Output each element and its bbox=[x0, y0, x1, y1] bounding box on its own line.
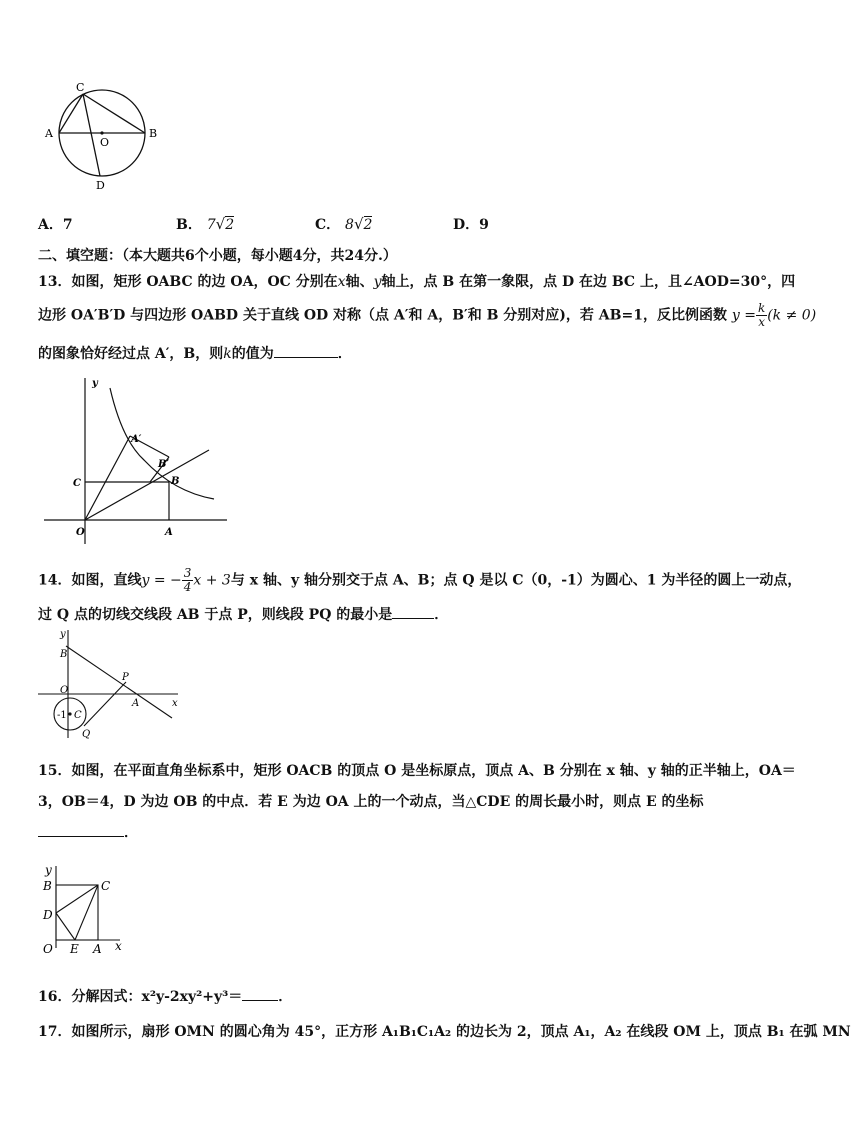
q13-fraction: $\frac{k}{x}$ bbox=[757, 301, 766, 329]
q13-line3: 的图象恰好经过点 A′，B，则k的值为 ． bbox=[38, 346, 352, 362]
q14-label-Q: Q bbox=[82, 729, 91, 740]
q15-line2: 3，OB＝4，D 为边 OB 的中点．若 E 为边 OA 上的一个动点，当△CDE 的周长最小时，则点 E 的坐标 bbox=[38, 794, 704, 810]
q13-label-O: O bbox=[76, 527, 85, 538]
q14-label-B: B bbox=[60, 649, 68, 660]
q15-line3: ． bbox=[38, 822, 138, 842]
q14-fraction: $\frac{3}{4}$ bbox=[183, 566, 192, 594]
q13-label-y: y bbox=[92, 378, 98, 389]
q12-circle-figure bbox=[38, 78, 168, 196]
q13-answer-blank[interactable] bbox=[274, 345, 338, 358]
q14-label-A: A bbox=[132, 698, 140, 709]
q12-option-d: D．9 bbox=[453, 217, 489, 233]
q15-figure bbox=[36, 858, 136, 958]
q12-label-A: A bbox=[45, 127, 53, 140]
q13-label-A: A bbox=[165, 527, 173, 538]
q12-label-C: C bbox=[76, 81, 85, 94]
q13-label-B: B bbox=[171, 476, 180, 487]
q13-line2: 边形 OA′B′D 与四边形 OABD 关于直线 OD 对称（点 A′和 A，B′和 B 分别对应)，若 AB=1，反比例函数 y = $\frac{k}{x}$ (k ≠ 0) bbox=[38, 301, 817, 329]
q14-label-P: P bbox=[122, 672, 129, 683]
q14-answer-blank[interactable] bbox=[392, 606, 434, 619]
q12-label-D: D bbox=[96, 179, 105, 192]
q14-line1: 14．如图，直线y = − $\frac{3}{4}$ x + 3与 x 轴、y 轴分别交于点 A、B；点 Q 是以 C（0，-1）为圆心、1 为半径的圆上一动点， bbox=[38, 566, 802, 594]
q15-label-y: y bbox=[45, 863, 52, 877]
q15-label-B: B bbox=[43, 879, 52, 893]
q15-label-E: E bbox=[70, 942, 79, 956]
q13-label-B-prime: B′ bbox=[158, 459, 170, 470]
q12-option-a: A．7 bbox=[38, 217, 73, 233]
q14-label-minus1: -1 bbox=[57, 710, 67, 721]
q15-label-x: x bbox=[115, 939, 122, 953]
q13-label-A-prime: A′ bbox=[131, 434, 142, 445]
q13-figure bbox=[44, 374, 234, 546]
q15-label-C: C bbox=[101, 879, 111, 893]
q13-line1: 13．如图，矩形 OABC 的边 OA，OC 分别在x轴、y轴上，点 B 在第一象限，点 D 在边 BC 上，且∠AOD=30°，四 bbox=[38, 274, 796, 290]
q15-label-D: D bbox=[43, 908, 53, 922]
q14-line2: 过 Q 点的切线交线段 AB 于点 P，则线段 PQ 的最小是 ． bbox=[38, 607, 449, 623]
q14-label-C: C bbox=[74, 710, 82, 721]
q15-line1: 15．如图，在平面直角坐标系中，矩形 OACB 的顶点 O 是坐标原点，顶点 A、B 分别在 x 轴、y 轴的正半轴上，OA＝ bbox=[38, 763, 796, 779]
q12-option-b: B． 7√2 bbox=[176, 215, 235, 233]
q14-label-y: y bbox=[60, 629, 66, 640]
q14-label-O: O bbox=[60, 685, 69, 696]
q15-answer-blank[interactable] bbox=[38, 824, 124, 837]
q17-line: 17．如图所示，扇形 OMN 的圆心角为 45°，正方形 A₁B₁C₁A₂ 的边长为 2，顶点 A₁，A₂ 在线段 OM 上，顶点 B₁ 在弧 MN bbox=[38, 1024, 851, 1040]
q12-label-B: B bbox=[149, 127, 158, 140]
q15-label-A: A bbox=[93, 942, 102, 956]
q12-label-O: O bbox=[100, 136, 110, 149]
q14-figure bbox=[36, 626, 186, 740]
q16-line: 16．分解因式：x²y-2xy²+y³＝ ． bbox=[38, 989, 293, 1005]
q16-answer-blank[interactable] bbox=[242, 988, 278, 1001]
q12-option-c: C． 8√2 bbox=[315, 215, 373, 233]
q15-label-O: O bbox=[43, 942, 53, 956]
section-title: 二、填空题：（本大题共6个小题，每小题4分，共24分.） bbox=[38, 248, 397, 264]
q13-label-C: C bbox=[73, 478, 81, 489]
q14-label-x: x bbox=[172, 698, 178, 709]
